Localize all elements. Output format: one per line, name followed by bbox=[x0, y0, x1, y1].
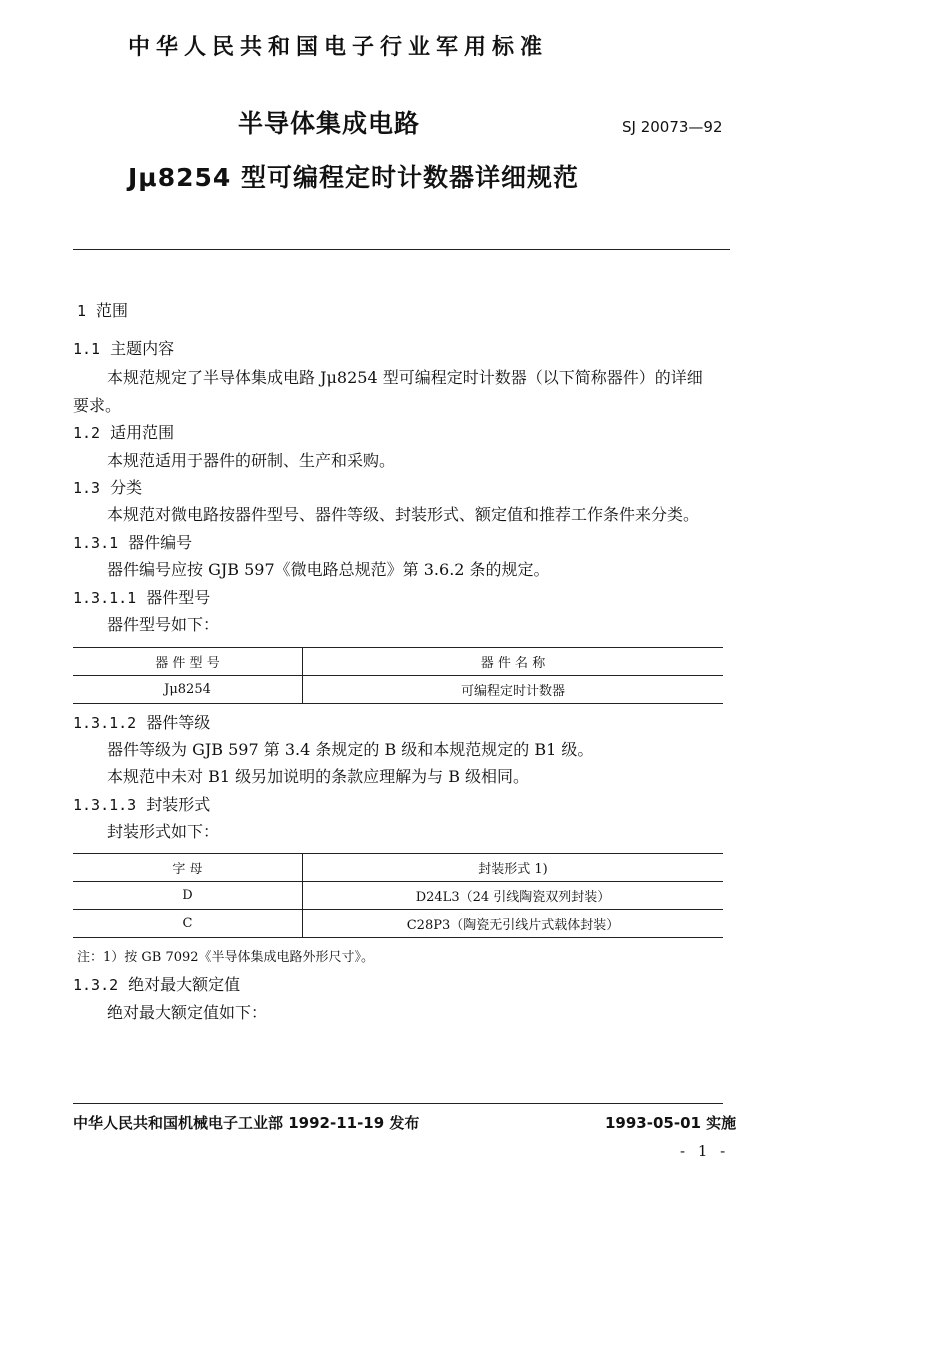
section-1-2-text: 本规范适用于器件的研制、生产和采购。 bbox=[107, 451, 396, 470]
table-cell: D24L3（24 引线陶瓷双列封装） bbox=[303, 882, 724, 910]
section-1-3-1-3-heading bbox=[73, 792, 210, 815]
section-number: 1 bbox=[77, 302, 87, 320]
standard-category-title: 中华人民共和国电子行业军用标准 bbox=[128, 35, 549, 60]
section-title: 绝对最大额定值 bbox=[128, 975, 241, 994]
section-1-1-text-line2: 要求。 bbox=[73, 396, 122, 415]
footer-divider bbox=[73, 1103, 723, 1104]
section-1-3-1-1-text: 器件型号如下： bbox=[107, 615, 220, 634]
section-1-2-heading bbox=[73, 420, 174, 443]
section-1-3-2-text: 绝对最大额定值如下： bbox=[107, 1003, 268, 1022]
section-number: 1.3.2 bbox=[73, 976, 119, 994]
section-1-3-text: 本规范对微电路按器件型号、器件等级、封装形式、额定值和推荐工作条件来分类。 bbox=[107, 505, 700, 524]
table-header-cell: 字 母 bbox=[73, 854, 303, 882]
document-title-line2: Jμ8254 型可编程定时计数器详细规范 bbox=[128, 163, 579, 192]
table-cell: D bbox=[73, 882, 303, 910]
section-1-3-1-heading bbox=[73, 530, 192, 553]
section-1-3-heading bbox=[73, 475, 142, 498]
section-title: 分类 bbox=[110, 478, 143, 497]
page-number: - 1 - bbox=[680, 1142, 730, 1160]
table-header-cell: 封装形式 1) bbox=[303, 854, 724, 882]
table-header-row bbox=[73, 854, 723, 882]
section-1-3-2-heading bbox=[73, 972, 240, 995]
section-title: 适用范围 bbox=[110, 423, 175, 442]
section-number: 1.3.1.3 bbox=[73, 796, 137, 814]
section-number: 1.1 bbox=[73, 340, 101, 358]
section-1-1-text-line1: 本规范规定了半导体集成电路 Jμ8254 型可编程定时计数器（以下简称器件）的详细 bbox=[107, 368, 703, 387]
table-row bbox=[73, 676, 723, 704]
section-1-3-1-2-text-line2: 本规范中未对 B1 级另加说明的条款应理解为与 B 级相同。 bbox=[107, 767, 530, 786]
table-row bbox=[73, 882, 723, 910]
package-table-note: 注：1）按 GB 7092《半导体集成电路外形尺寸》。 bbox=[77, 950, 375, 965]
section-title: 器件等级 bbox=[146, 713, 211, 732]
section-title: 范围 bbox=[96, 301, 129, 320]
section-number: 1.2 bbox=[73, 424, 101, 442]
section-title: 器件编号 bbox=[128, 533, 193, 552]
device-type-table bbox=[73, 647, 723, 704]
section-number: 1.3.1.2 bbox=[73, 714, 137, 732]
table-header-cell: 器 件 名 称 bbox=[303, 648, 724, 676]
document-title-line1: 半导体集成电路 bbox=[238, 109, 421, 138]
section-number: 1.3 bbox=[73, 479, 101, 497]
section-1-3-1-2-text-line1: 器件等级为 GJB 597 第 3.4 条规定的 B 级和本规范规定的 B1 级。 bbox=[107, 740, 594, 759]
table-cell: C28P3（陶瓷无引线片式载体封装） bbox=[303, 910, 724, 938]
section-title: 封装形式 bbox=[146, 795, 211, 814]
section-1-3-1-3-text: 封装形式如下： bbox=[107, 822, 220, 841]
table-header-row bbox=[73, 648, 723, 676]
section-1-3-1-1-heading bbox=[73, 585, 210, 608]
section-number: 1.3.1.1 bbox=[73, 589, 137, 607]
standard-code: SJ 20073—92 bbox=[622, 118, 723, 136]
section-1-3-1-2-heading bbox=[73, 710, 210, 733]
table-cell: C bbox=[73, 910, 303, 938]
effective-date: 1993-05-01 实施 bbox=[605, 1114, 737, 1132]
section-1-3-1-text: 器件编号应按 GJB 597《微电路总规范》第 3.6.2 条的规定。 bbox=[107, 560, 550, 579]
header-divider bbox=[73, 249, 730, 250]
section-title: 主题内容 bbox=[110, 339, 175, 358]
table-cell: Jμ8254 bbox=[73, 676, 303, 704]
section-number: 1.3.1 bbox=[73, 534, 119, 552]
table-cell: 可编程定时计数器 bbox=[303, 676, 724, 704]
section-1-heading bbox=[77, 298, 128, 321]
section-1-1-heading bbox=[73, 336, 174, 359]
issue-date: 中华人民共和国机械电子工业部 1992-11-19 发布 bbox=[73, 1114, 420, 1132]
package-type-table bbox=[73, 853, 723, 938]
table-row bbox=[73, 910, 723, 938]
section-title: 器件型号 bbox=[146, 588, 211, 607]
table-header-cell: 器 件 型 号 bbox=[73, 648, 303, 676]
